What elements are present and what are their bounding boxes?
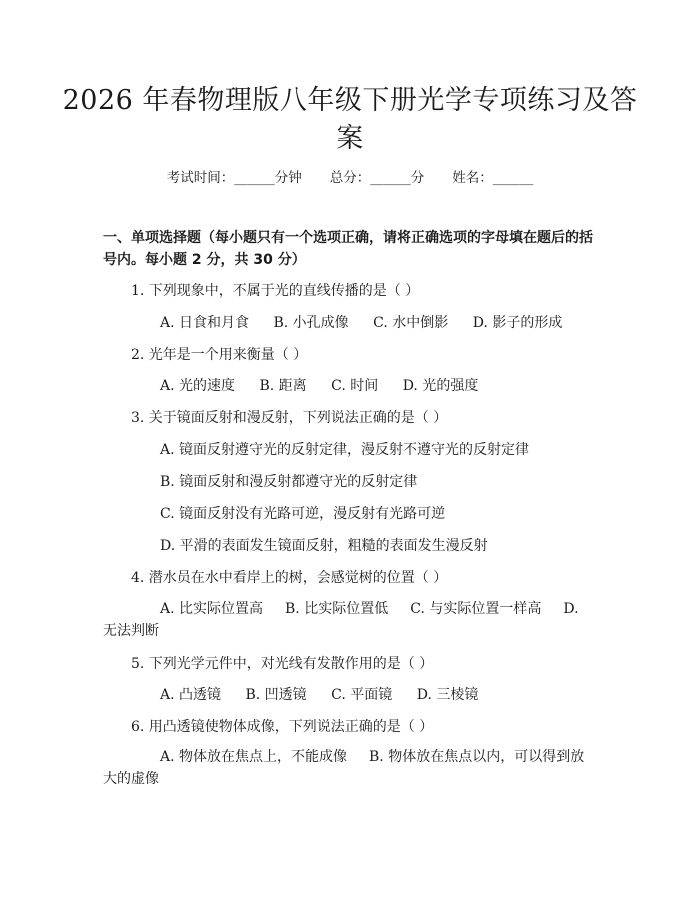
option-a: A. 凸透镜 [160, 687, 222, 703]
option-a: A. 比实际位置高 [160, 601, 264, 617]
question-6-stem: 6. 用凸透镜使物体成像，下列说法正确的是（ ） [131, 719, 434, 735]
section-heading: 一、单项选择题（每小题只有一个选项正确，请将正确选项的字母填在题后的括号内。每小题 2 分，共 30 分） [103, 230, 593, 268]
option-b: B. 距离 [259, 378, 307, 394]
question-5-options [160, 686, 498, 704]
question-1-options [160, 314, 582, 332]
question-1-stem: 1. 下列现象中，不属于光的直线传播的是（ ） [131, 283, 420, 299]
question-4-stem: 4. 潜水员在水中看岸上的树，会感觉树的位置（ ） [131, 570, 448, 586]
question-2-stem: 2. 光年是一个用来衡量（ ） [131, 347, 308, 363]
question-3-option-d: D. 平滑的表面发生镜面反射，粗糙的表面发生漫反射 [160, 538, 488, 554]
option-d: D. 影子的形成 [472, 315, 563, 331]
question-3-stem: 3. 关于镜面反射和漫反射，下列说法正确的是（ ） [131, 410, 448, 426]
question-3-option-b: B. 镜面反射和漫反射都遵守光的反射定律 [160, 474, 418, 490]
option-a: A. 日食和月食 [160, 315, 250, 331]
option-b: B. 比实际位置低 [285, 601, 389, 617]
option-b: B. 凹透镜 [245, 687, 307, 703]
question-3-option-c: C. 镜面反射没有光路可逆，漫反射有光路可逆 [160, 506, 446, 522]
question-3-option-a: A. 镜面反射遵守光的反射定律，漫反射不遵守光的反射定律 [160, 442, 530, 458]
question-6-options [103, 746, 593, 790]
exam-meta [0, 169, 700, 187]
option-a: A. 光的速度 [160, 378, 236, 394]
page-title: 2026 年春物理版八年级下册光学专项练习及答案 [62, 85, 638, 154]
question-4-options [103, 598, 593, 642]
student-name-field: 姓名：______ [452, 170, 534, 186]
total-score-field: 总分：______分 [329, 170, 425, 186]
option-a: A. 物体放在焦点上，不能成像 [160, 749, 348, 765]
question-5-stem: 5. 下列光学元件中，对光线有发散作用的是（ ） [131, 656, 434, 672]
option-d: D. 光的强度 [402, 378, 479, 394]
option-b: B. 物体放在焦点以内，可以得到放大的虚像 [103, 749, 585, 787]
option-c: C. 水中倒影 [373, 315, 449, 331]
option-c: C. 平面镜 [331, 687, 393, 703]
option-c: C. 时间 [331, 378, 379, 394]
option-c: C. 与实际位置一样高 [410, 601, 542, 617]
option-d: D. 无法判断 [103, 601, 579, 639]
exam-time-field: 考试时间：______分钟 [166, 170, 302, 186]
option-b: B. 小孔成像 [273, 315, 349, 331]
question-2-options [160, 377, 498, 395]
option-d: D. 三棱镜 [416, 687, 479, 703]
